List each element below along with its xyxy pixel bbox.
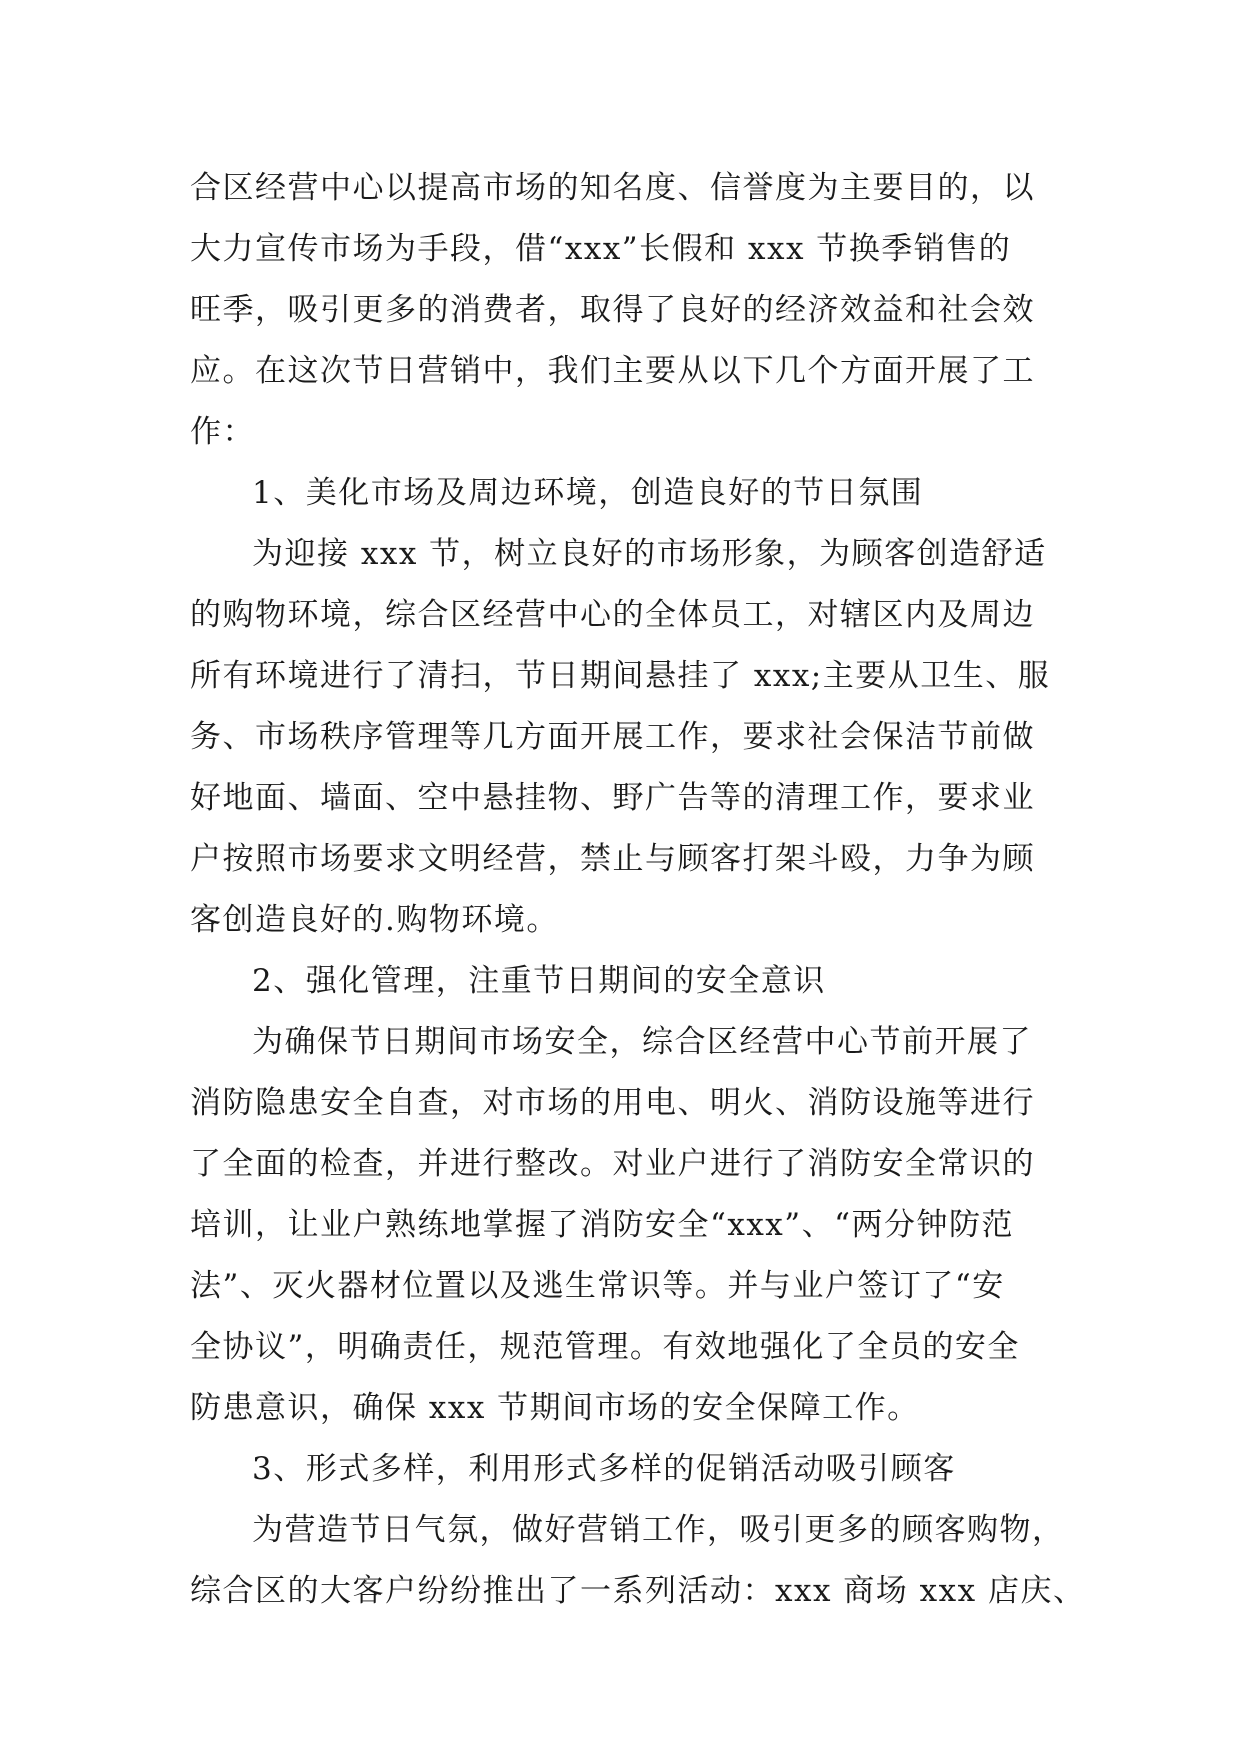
text-line: 合区经营中心以提高市场的知名度、信誉度为主要目的，以 [190, 170, 1035, 206]
text-line: 的购物环境，综合区经营中心的全体员工，对辖区内及周边 [190, 597, 1035, 633]
document-body [190, 158, 1086, 1622]
text-line: 大力宣传市场为手段，借“xxx”长假和 xxx 节换季销售的 [190, 231, 1012, 267]
paragraph-start: 为迎接 xxx 节，树立良好的市场形象，为顾客创造舒适 [252, 536, 1047, 572]
text-line: 作： [190, 414, 255, 450]
section-heading-2: 2、强化管理，注重节日期间的安全意识 [252, 963, 826, 999]
text-line: 培训，让业户熟练地掌握了消防安全“xxx”、“两分钟防范 [190, 1207, 1014, 1243]
text-line: 综合区的大客户纷纷推出了一系列活动：xxx 商场 xxx 店庆、 [190, 1573, 1086, 1609]
text-line: 全协议”，明确责任，规范管理。有效地强化了全员的安全 [190, 1329, 1020, 1365]
text-line: 户按照市场要求文明经营，禁止与顾客打架斗殴，力争为顾 [190, 841, 1035, 877]
text-line: 好地面、墙面、空中悬挂物、野广告等的清理工作，要求业 [190, 780, 1035, 816]
text-line: 客创造良好的.购物环境。 [190, 902, 559, 938]
text-line: 应。在这次节日营销中，我们主要从以下几个方面开展了工 [190, 353, 1035, 389]
text-line: 防患意识，确保 xxx 节期间市场的安全保障工作。 [190, 1390, 920, 1426]
section-heading-1: 1、美化市场及周边环境，创造良好的节日氛围 [252, 475, 924, 511]
text-line: 旺季，吸引更多的消费者，取得了良好的经济效益和社会效 [190, 292, 1035, 328]
text-line: 法”、灭火器材位置以及逃生常识等。并与业户签订了“安 [190, 1268, 1005, 1304]
paragraph-start: 为确保节日期间市场安全，综合区经营中心节前开展了 [252, 1024, 1032, 1060]
text-line: 了全面的检查，并进行整改。对业户进行了消防安全常识的 [190, 1146, 1035, 1182]
text-line: 务、市场秩序管理等几方面开展工作，要求社会保洁节前做 [190, 719, 1035, 755]
text-line: 所有环境进行了清扫，节日期间悬挂了 xxx;主要从卫生、服 [190, 658, 1051, 694]
section-heading-3: 3、形式多样，利用形式多样的促销活动吸引顾客 [252, 1451, 956, 1487]
paragraph-start: 为营造节日气氛，做好营销工作，吸引更多的顾客购物， [252, 1512, 1065, 1548]
text-line: 消防隐患安全自查，对市场的用电、明火、消防设施等进行 [190, 1085, 1035, 1121]
